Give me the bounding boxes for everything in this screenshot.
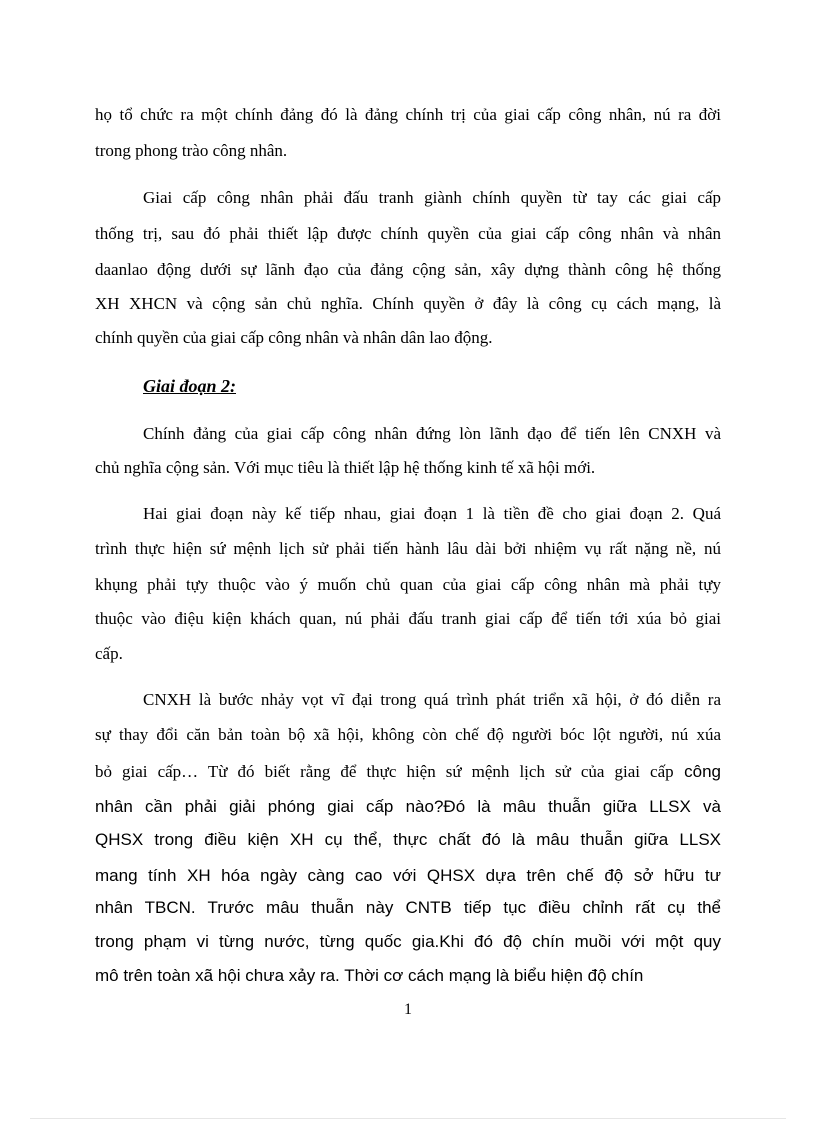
text-line: trong phạm vi từng nước, từng quốc gia.Khi đó độ chín muồi với một quy bbox=[95, 932, 721, 951]
text-line: cấp. bbox=[95, 644, 123, 663]
page-number: 1 bbox=[404, 1001, 412, 1018]
text-line: daanlao động dưới sự lãnh đạo của đảng cộng sản, xây dựng thành công hệ thống bbox=[95, 260, 721, 279]
text-line-mixed bbox=[95, 762, 721, 782]
text-line: XH XHCN và cộng sản chủ nghĩa. Chính quyền ở đây là công cụ cách mạng, là bbox=[95, 294, 721, 313]
text-line: nhân TBCN. Trước mâu thuẫn này CNTB tiếp tục điều chỉnh rất cụ thể bbox=[95, 898, 721, 917]
text-line: họ tổ chức ra một chính đảng đó là đảng chính trị của giai cấp công nhân, nú ra đời bbox=[95, 105, 721, 124]
text-line: mang tính XH hóa ngày càng cao với QHSX dựa trên chế độ sở hữu tư bbox=[95, 866, 721, 885]
page-bottom-divider bbox=[30, 1118, 786, 1119]
section-heading: Giai đoạn 2: bbox=[143, 376, 237, 396]
text-line: khụng phải tựy thuộc vào ý muốn chủ quan của giai cấp công nhân mà phải tựy bbox=[95, 575, 721, 594]
text-line: QHSX trong điều kiện XH cụ thể, thực chất đó là mâu thuẫn giữa LLSX bbox=[95, 830, 721, 849]
text-line: chủ nghĩa cộng sản. Với mục tiêu là thiết lập hệ thống kinh tế xã hội mới. bbox=[95, 458, 596, 477]
text-line: Chính đảng của giai cấp công nhân đứng lòn lãnh đạo để tiến lên CNXH và bbox=[143, 424, 721, 443]
text-span-serif: bỏ giai cấp… Từ đó biết rằng để thực hiện sứ mệnh lịch sử của giai cấp bbox=[95, 762, 674, 781]
text-line: mô trên toàn xã hội chưa xảy ra. Thời cơ cách mạng là biểu hiện độ chín bbox=[95, 966, 644, 985]
text-line: chính quyền của giai cấp công nhân và nhân dân lao động. bbox=[95, 328, 493, 347]
text-line: trong phong trào công nhân. bbox=[95, 141, 288, 160]
text-line: trình thực hiện sứ mệnh lịch sử phải tiến hành lâu dài bởi nhiệm vụ rất nặng nề, nú bbox=[95, 539, 721, 558]
text-line: Giai cấp công nhân phải đấu tranh giành chính quyền từ tay các giai cấp bbox=[143, 188, 721, 207]
text-line: sự thay đổi căn bản toàn bộ xã hội, không còn chế độ người bóc lột người, nú xúa bbox=[95, 725, 721, 744]
text-span-sans: công bbox=[673, 762, 721, 781]
text-line: thuộc vào điệu kiện khách quan, nú phải đấu tranh giai cấp để tiến tới xúa bỏ giai bbox=[95, 609, 721, 628]
text-line: nhân cần phải giải phóng giai cấp nào?Đó là mâu thuẫn giữa LLSX và bbox=[95, 797, 721, 816]
text-line: thống trị, sau đó phải thiết lập được chính quyền của giai cấp công nhân và nhân bbox=[95, 224, 721, 243]
text-line: CNXH là bước nhảy vọt vĩ đại trong quá trình phát triển xã hội, ở đó diễn ra bbox=[143, 690, 721, 709]
text-line: Hai giai đoạn này kế tiếp nhau, giai đoạn 1 là tiền đề cho giai đoạn 2. Quá bbox=[143, 504, 721, 523]
